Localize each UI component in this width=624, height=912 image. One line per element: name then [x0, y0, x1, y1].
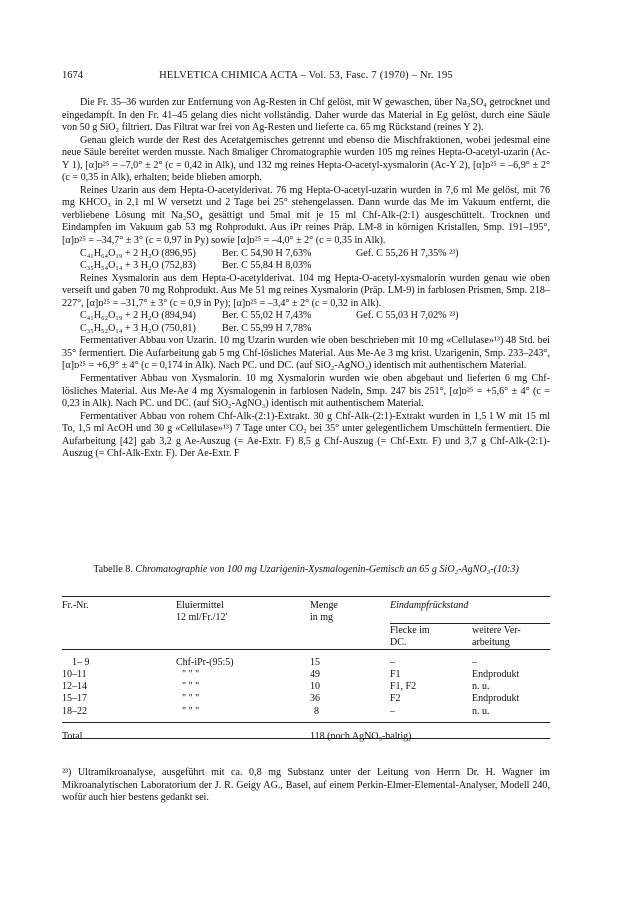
cell-processing: n. u.	[472, 681, 490, 693]
found-value: Gef. C 55,03 H 7,02% ²³)	[356, 310, 459, 322]
cell-eluent: " " "	[182, 693, 200, 705]
cell-fr: 10–11	[62, 668, 87, 680]
cell-amount: 49	[310, 668, 320, 680]
col-spots-header	[390, 625, 472, 651]
paragraph: Fermentativer Abbau von rohem Chf-Alk-(2:1)-Extrakt. 30 g Chf-Alk-(2:1)-Extrakt wurden in 1,5 l W mit 15 ml To, 1,5 ml AcOH und 30 g «Cellulase»¹³) 7 Tage unter CO₂ bei 35° unter gelegentlichem Umschütteln fermentiert. Die Aufarbeitung [42] gab 3,2 g Ae-Auszug (= Ae-Extr. F) 8,5 g Chf-Auszug (= Chf-Extr. F) und 3,7 g Chf-Alk-(2:1)-Auszug (= Chf-Alk-Extr. F). Der Ae-Extr. F	[62, 410, 550, 460]
cell-amount: 36	[310, 693, 320, 705]
cell-eluent: " " "	[182, 668, 200, 680]
table-row	[62, 681, 550, 693]
cell-processing: n. u.	[472, 705, 490, 717]
paragraph: Reines Uzarin aus dem Hepta-O-acetylderivat. 76 mg Hepta-O-acetyl-uzarin wurden in 7,6 ml Me gelöst, mit 76 mg KHCO₃ in 2,1 ml W versetzt und 2 Tage bei 25° stehengelassen. Dann wurde das Me im Vakuum entfernt, die verbliebene Lösung mit Na₂SO₄ gesättigt und 5mal mit je 15 ml Chf-Alk-(2:1) ausgeschüttelt. Trocknen und Eindampfen im Vakuum gab 53 mg Rohprodukt. Aus iPr reines Präp. LM-8 in körnigen Kristallen, Smp. 191–195°, [α]ᴅ²⁵ = –34,7° ± 3° (c = 0,97 in Py) sowie [α]ᴅ²⁵ = –4,0° ± 2° (c = 0,35 in Alk).	[62, 184, 550, 247]
cell-eluent: " " "	[182, 681, 200, 693]
analysis-line	[80, 248, 550, 261]
table-subheader-row	[62, 625, 550, 651]
calc-value: Ber. C 55,02 H 7,43%	[222, 310, 312, 322]
formula: C₄₁H₆₂O₁₉ + 2 H₂O (894,94)	[80, 310, 196, 322]
col-spots-sub: DC.	[390, 636, 407, 648]
table-total-row	[62, 731, 550, 743]
calc-value: Ber. C 55,99 H 7,78%	[222, 322, 312, 334]
paragraph: Genau gleich wurde der Rest des Acetatgemisches getrennt und ebenso die Mischfraktionen, wobei jedesmal eine neue Säule bereitet werden musste. Nach 8maliger Chromatographie wurden 105 mg reines Hepta-O-acetyl-uzarin (Ac-Y 1), [α]ᴅ²⁵ = –7,0° ± 2° (c = 0,42 in Alk), und 132 mg reines Hepta-O-acetyl-xysmalorin (Ac-Y 2), [α]ᴅ²⁵ = –6,9° ± 2° (c = 0,35 in Alk), erhalten; beide blieben amorph.	[62, 134, 550, 184]
col-amount-label: Menge	[310, 600, 338, 611]
cell-spots: F1, F2	[390, 681, 417, 693]
table-caption	[62, 564, 550, 577]
col-residue-label: Eindampfrückstand	[390, 600, 469, 611]
col-amount-header	[310, 598, 390, 625]
col-processing-header	[472, 625, 550, 651]
cell-fr: 15–17	[62, 693, 87, 705]
col-eluent-header	[176, 598, 310, 625]
cell-processing: –	[472, 656, 477, 668]
cell-amount: 10	[310, 681, 320, 693]
col-processing-label: weitere Ver-	[472, 624, 521, 636]
col-eluent-sub: 12 ml/Fr./12'	[176, 612, 228, 624]
table-row	[62, 657, 550, 669]
col-amount-sub: in mg	[310, 612, 334, 624]
table-row	[62, 693, 550, 705]
cell-spots: –	[390, 705, 395, 717]
col-eluent-label: Eluiermittel	[176, 600, 224, 611]
calc-value: Ber. C 54,90 H 7,63%	[222, 247, 312, 259]
col-residue-header	[390, 598, 550, 625]
paragraph: Reines Xysmalorin aus dem Hepta-O-acetylderivat. 104 mg Hepta-O-acetyl-xysmalorin wurden genau wie oben verseift und gaben 70 mg Rohprodukt. Aus Me 51 mg reines Xysmalorin (Präp. LM-9) in farblosen Prismen, Smp. 218–227°, [α]ᴅ²⁵ = –31,7° ± 3° (c = 0,9 in Py); [α]ᴅ²⁵ = –3,4° ± 2° (c = 0,32 in Alk).	[62, 272, 550, 309]
cell-processing: Endprodukt	[472, 693, 520, 705]
paragraph: Die Fr. 35–36 wurden zur Entfernung von Ag-Resten in Chf gelöst, mit W gewaschen, über Na₂SO₄ getrocknet und eingedampft. In den Fr. 41–45 gelang dies nicht vollständig. Daher wurde das Material in Eg gelöst, durch eine Säule von 50 g SiO₂ filtriert. Das Filtrat war frei von Ag-Resten und lieferte ca. 65 mg Rückstand (reines Y 2).	[62, 97, 550, 134]
total-label: Total	[62, 731, 83, 743]
formula: C₄₁H₆₄O₁₉ + 2 H₂O (896,95)	[80, 247, 196, 259]
cell-spots: F2	[390, 693, 401, 705]
table-row	[62, 669, 550, 681]
main-text	[62, 97, 550, 461]
analysis-line	[80, 260, 550, 273]
cell-fr: 1– 9	[72, 656, 90, 668]
table-header-row	[62, 598, 550, 625]
cell-processing: Endprodukt	[472, 668, 520, 680]
table-top-rule	[62, 596, 550, 597]
chromatography-table	[62, 598, 550, 743]
cell-spots: F1	[390, 668, 401, 680]
col-processing-sub: arbeitung	[472, 636, 510, 648]
paragraph: Fermentativer Abbau von Uzarin. 10 mg Uzarin wurden wie oben beschrieben mit 10 mg «Cellulase»¹³) 48 Std. bei 35° fermentiert. Die Aufarbeitung gab 5 mg Chf-lösliches Material. Aus Me-Ae 3 mg krist. Uzarigenin, Smp. 233–243°, [α]ᴅ²⁵ = +6,9° ± 4° (c = 0,174 in Alk). Nach PC. und DC. (auf SiO₂-AgNO₃) identisch mit authentischem Material.	[62, 335, 550, 372]
analysis-line	[80, 323, 550, 336]
cell-spots: –	[390, 656, 395, 668]
cell-eluent: Chf-iPr-(95:5)	[176, 656, 234, 668]
cell-fr: 18–22	[62, 705, 87, 717]
page-number: 1674	[62, 70, 83, 81]
cell-amount: 8	[314, 705, 319, 717]
formula: C₃₅H₅₂O₁₄ + 3 H₂O (750,81)	[80, 322, 196, 334]
paragraph: Fermentativer Abbau von Xysmalorin. 10 mg Xysmalorin wurden wie oben abgebaut und lieferten 6 mg Chf-lösliches Material. Aus Me-Ae 4 mg Xysmalogenin in farblosen Nadeln, Smp. 247 bis 251°, [α]ᴅ²⁵ = +5,6° ± 4° (c = 0,23 in Alk). Nach PC. und DC. (auf SiO₂-AgNO₃) identisch mit authentischem Material.	[62, 373, 550, 410]
table-title: Chromatographie von 100 mg Uzarigenin-Xysmalogenin-Gemisch an 65 g SiO₂-AgNO₃-(10:3)	[135, 564, 519, 575]
found-value: Gef. C 55,26 H 7,35% ²³)	[356, 247, 459, 259]
page-header	[62, 70, 550, 84]
cell-amount: 15	[310, 656, 320, 668]
analysis-line	[80, 310, 550, 323]
footnote: ²³) Ultramikroanalyse, ausgeführt mit ca. 0,8 mg Substanz unter der Leitung von Herrn Dr. H. Wagner im Mikroanalytischen Laboratorium der J. R. Geigy AG., Basel, auf einem Perkin-Elmer-Elemental-Analyser, Modell 240, wofür auch hier bestens gedankt sei.	[62, 767, 550, 804]
table-row	[62, 706, 550, 718]
cell-eluent: " " "	[182, 705, 200, 717]
running-title: HELVETICA CHIMICA ACTA – Vol. 53, Fasc. 7 (1970) – Nr. 195	[159, 70, 453, 81]
col-spots-label: Flecke im	[390, 624, 430, 636]
total-value: 118 (noch AgNO₃-haltig)	[310, 731, 412, 743]
cell-fr: 12–14	[62, 681, 87, 693]
col-fr-header: Fr.-Nr.	[62, 600, 89, 611]
calc-value: Ber. C 55,84 H 8,03%	[222, 260, 312, 272]
table-label: Tabelle 8.	[93, 564, 133, 575]
formula: C₃₅H₅₄O₁₄ + 3 H₂O (752,83)	[80, 260, 196, 272]
